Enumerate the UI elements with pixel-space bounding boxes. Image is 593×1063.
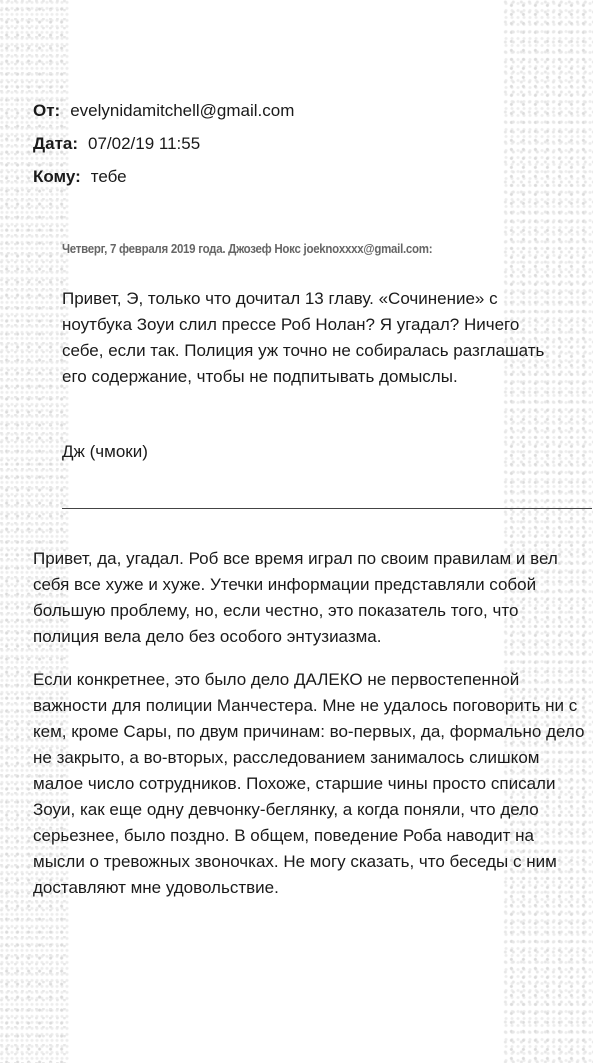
reply-paragraph-1: Привет, да, угадал. Роб все время играл по своим правилам и вел себя все хуже и хуже. Утечки информации представляли собой большую проблему, но, если честно, это показатель того, что полиция вела дело без особого энтузиазма. [33, 549, 558, 646]
to-value: тебе [90, 167, 127, 186]
date-label: Дата: [33, 134, 79, 153]
reply-body [33, 546, 589, 918]
to-row [33, 160, 294, 193]
quoted-message-body: Привет, Э, только что дочитал 13 главу. «Сочинение» с ноутбука Зоуи слил прессе Роб Нолан? Я угадал? Ничего себе, если так. Полиция уж точно не собиралась разглашать его содержание, чтобы не подпитывать домыслы. [62, 289, 545, 386]
reply-paragraph-2: Если конкретнее, это было дело ДАЛЕКО не первостепенной важности для полиции Манчестера. Мне не удалось поговорить ни с кем, кроме Сары, по двум причинам: во-первых, да, формально дело не закрыто, а во-вторых, расследованием занималось слишком малое число сотрудников. Похоже, старшие чины просто списали Зоуи, как еще одну девчонку-беглянку, а когда поняли, что дело серьезнее, было поздно. В общем, поведение Роба наводит на мысли о тревожных звоночках. Не могу сказать, что беседы с ним доставляют мне удовольствие. [33, 670, 585, 897]
from-row [33, 94, 294, 127]
to-label: Кому: [33, 167, 81, 186]
quoted-message-meta: Четверг, 7 февраля 2019 года. Джозеф Нокс joeknoxxxx@gmail.com: [62, 242, 433, 256]
email-header [33, 94, 294, 193]
from-value: evelynidamitchell@gmail.com [70, 101, 295, 120]
date-value: 07/02/19 11:55 [88, 134, 201, 153]
quoted-message-signoff: Дж (чмоки) [62, 442, 148, 461]
from-label: От: [33, 101, 61, 120]
date-row [33, 127, 294, 160]
divider [62, 508, 592, 509]
